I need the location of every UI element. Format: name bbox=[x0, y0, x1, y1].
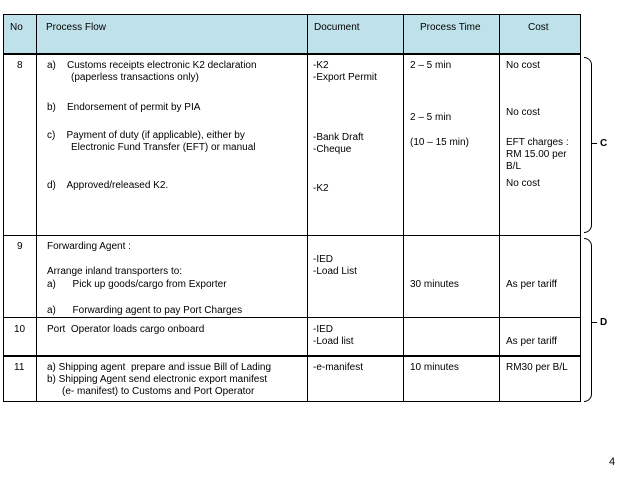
header-bg-no bbox=[4, 15, 36, 53]
header-process-flow: Process Flow bbox=[46, 22, 107, 33]
header-bg-time bbox=[404, 15, 499, 53]
time-item: 10 minutes bbox=[410, 362, 459, 373]
cost-item: EFT charges : bbox=[506, 137, 569, 148]
flow-line: Port Operator loads cargo onboard bbox=[47, 324, 205, 335]
header-document: Document bbox=[314, 22, 360, 33]
bracket-label-c: C bbox=[600, 138, 608, 149]
bracket-c bbox=[584, 57, 592, 233]
cost-item: RM 15.00 per bbox=[506, 149, 567, 160]
flow-line: Forwarding Agent : bbox=[47, 241, 131, 252]
page-number: 4 bbox=[609, 456, 616, 468]
document-item: -Bank Draft bbox=[313, 132, 364, 143]
document-item: -IED bbox=[313, 254, 333, 265]
cost-item: As per tariff bbox=[506, 336, 557, 347]
flow-line: Electronic Fund Transfer (EFT) or manual bbox=[71, 142, 256, 153]
row-number: 9 bbox=[17, 241, 23, 252]
row-number: 10 bbox=[14, 324, 26, 335]
cost-item: No cost bbox=[506, 107, 540, 118]
row-number: 8 bbox=[17, 60, 23, 71]
flow-line: b) Endorsement of permit by PIA bbox=[47, 102, 201, 113]
header-bg-document bbox=[308, 15, 403, 53]
flow-line: b) Shipping Agent send electronic export manifest bbox=[47, 374, 268, 385]
header-no: No bbox=[10, 22, 23, 33]
row-number: 11 bbox=[14, 362, 25, 373]
time-item: (10 – 15 min) bbox=[410, 137, 469, 148]
flow-line: a) Customs receipts electronic K2 declaration bbox=[47, 60, 257, 71]
cost-item: RM30 per B/L bbox=[506, 362, 568, 373]
cost-item: B/L bbox=[506, 161, 522, 172]
flow-line: (paperless transactions only) bbox=[71, 72, 199, 83]
header-process-time: Process Time bbox=[420, 22, 481, 33]
flow-line: (e- manifest) to Customs and Port Operator bbox=[62, 386, 255, 397]
cost-item: No cost bbox=[506, 60, 540, 71]
document-item: -Load List bbox=[313, 266, 357, 277]
bracket-d bbox=[584, 238, 592, 402]
document-item: -Export Permit bbox=[313, 72, 377, 83]
cost-item: As per tariff bbox=[506, 279, 557, 290]
flow-line: d) Approved/released K2. bbox=[47, 180, 169, 191]
flow-line: c) Payment of duty (if applicable), either by bbox=[47, 130, 245, 141]
bracket-c-tip bbox=[591, 143, 597, 144]
document-item: -K2 bbox=[313, 183, 329, 194]
header-cost: Cost bbox=[528, 22, 549, 33]
time-item: 2 – 5 min bbox=[410, 60, 452, 71]
flow-line: a) Forwarding agent to pay Port Charges bbox=[47, 305, 243, 316]
flow-line: Arrange inland transporters to: bbox=[47, 266, 183, 277]
document-item: -Cheque bbox=[313, 144, 352, 155]
time-item: 30 minutes bbox=[410, 279, 459, 290]
cost-item: No cost bbox=[506, 178, 540, 189]
time-item: 2 – 5 min bbox=[410, 112, 452, 123]
header-bg-cost bbox=[500, 15, 580, 53]
document-item: -Load list bbox=[313, 336, 354, 347]
header-bg-flow bbox=[37, 15, 307, 53]
document-item: -K2 bbox=[313, 60, 329, 71]
flow-line: a) Shipping agent prepare and issue Bill of Lading bbox=[47, 362, 272, 373]
bracket-d-tip bbox=[591, 322, 597, 323]
bracket-label-d: D bbox=[600, 317, 608, 328]
flow-line: a) Pick up goods/cargo from Exporter bbox=[47, 279, 227, 290]
document-item: -e-manifest bbox=[313, 362, 364, 373]
document-item: -IED bbox=[313, 324, 333, 335]
